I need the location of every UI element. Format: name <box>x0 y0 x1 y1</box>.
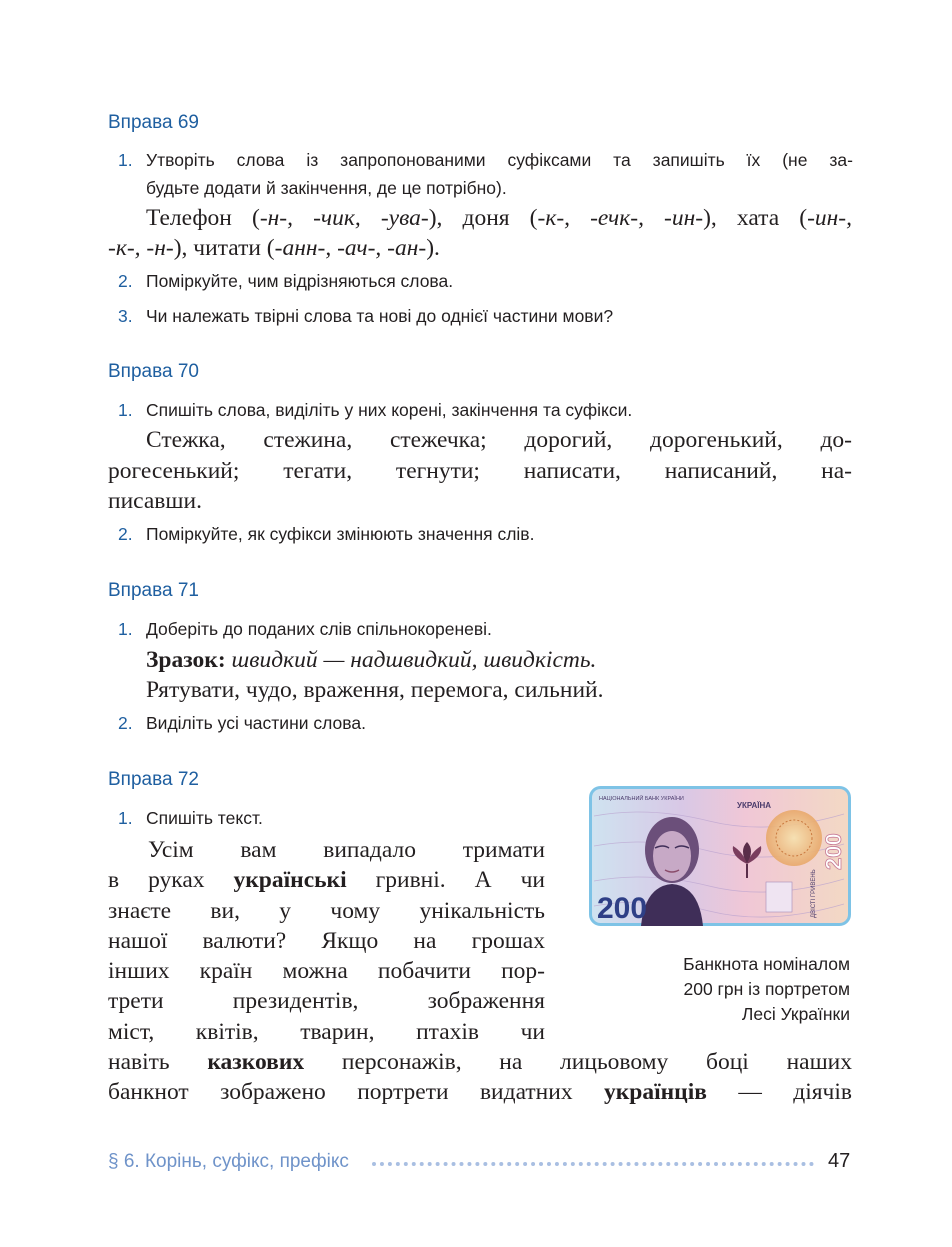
banknote-image <box>589 786 851 926</box>
ex70-words-line-2: рогесенький; тегати, тегнути; написати, написаний, на- <box>108 458 852 484</box>
banknote-caption: Банкнота номіналом 200 грн із портретом Лесі Українки <box>683 954 850 1024</box>
text-line: Усім вам випадало тримати <box>148 837 545 863</box>
ex70-words-line-3: писавши. <box>108 488 202 514</box>
task-number: 1. <box>118 150 133 170</box>
text-line: нашої валюти? Якщо на грошах <box>108 927 545 954</box>
sample-text: швидкий — надшвидкий, швидкість. <box>231 647 597 673</box>
task-text: Утворіть слова із запропонованими суфіксами та запишіть їх (не за- <box>146 150 853 170</box>
page-number: 47 <box>828 1150 851 1172</box>
ex72-text-full-line-2: банкнот зображено портрети видатних українців — діячів <box>108 1079 852 1105</box>
ex70-words-line-1: Стежка, стежина, стежечка; дорогий, дорогенький, до- <box>146 427 852 453</box>
ex69-task-2: 2. Поміркуйте, чим відрізняються слова. <box>118 271 454 291</box>
exercise-72-title: Вправа 72 <box>108 769 199 790</box>
banknote-value-words: ДВІСТІ ГРИВЕНЬ <box>811 869 817 918</box>
ex69-sentence-line-1: Телефон (-н-, -чик, -ува-), доня (-к-, -ечк-, -ин-), хата (-ин-, <box>146 205 852 231</box>
ex71-words: Рятувати, чудо, враження, перемога, сильний. <box>146 677 604 703</box>
banknote-value-large: 200 <box>597 892 648 925</box>
text-line: інших країн можна побачити пор- <box>108 958 545 985</box>
task-text-cont: будьте додати й закінчення, де це потрібно). <box>146 178 507 198</box>
exercise-69-title: Вправа 69 <box>108 112 199 133</box>
banknote-country: УКРАЇНА <box>737 801 772 810</box>
ex69-task-1 <box>118 146 853 202</box>
text-line: трети президентів, зображення <box>108 988 545 1015</box>
ex72-text-column <box>108 835 545 1047</box>
ex71-sample <box>146 645 596 675</box>
exercise-70-title: Вправа 70 <box>108 361 199 382</box>
ex69-task-3: 3. Чи належать твірні слова та нові до однієї частини мови? <box>118 306 614 326</box>
ex71-task-1: 1. Доберіть до поданих слів спільнокореневі. <box>118 619 492 639</box>
sample-label: Зразок: <box>146 647 226 673</box>
exercise-71-title: Вправа 71 <box>108 580 199 601</box>
ex70-task-2: 2. Поміркуйте, як суфікси змінюють значення слів. <box>118 524 535 544</box>
ex72-task-1: 1. Спишіть текст. <box>118 808 263 828</box>
text-line: міст, квітів, тварин, птахів чи <box>108 1018 545 1045</box>
text-line: в руках українські гривні. А чи <box>108 867 545 894</box>
banknote-value-vertical: 200 <box>821 833 846 870</box>
ex70-task-1: 1. Спишіть слова, виділіть у них корені, закінчення та суфікси. <box>118 400 633 420</box>
footer-section-title: § 6. Корінь, суфікс, префікс <box>108 1151 349 1172</box>
footer-dot-leader <box>372 1162 814 1166</box>
ex69-sentence-line-2: -к-, -н-), читати (-анн-, -ач-, -ан-). <box>108 235 440 261</box>
ex71-task-2: 2. Виділіть усі частини слова. <box>118 713 366 733</box>
banknote-bank-text: НАЦІОНАЛЬНИЙ БАНК УКРАЇНИ <box>599 796 684 802</box>
ex72-text-full-line-1: навіть казкових персонажів, на лицьовому боці наших <box>108 1049 852 1075</box>
text-line: знаєте ви, у чому унікальність <box>108 897 545 924</box>
